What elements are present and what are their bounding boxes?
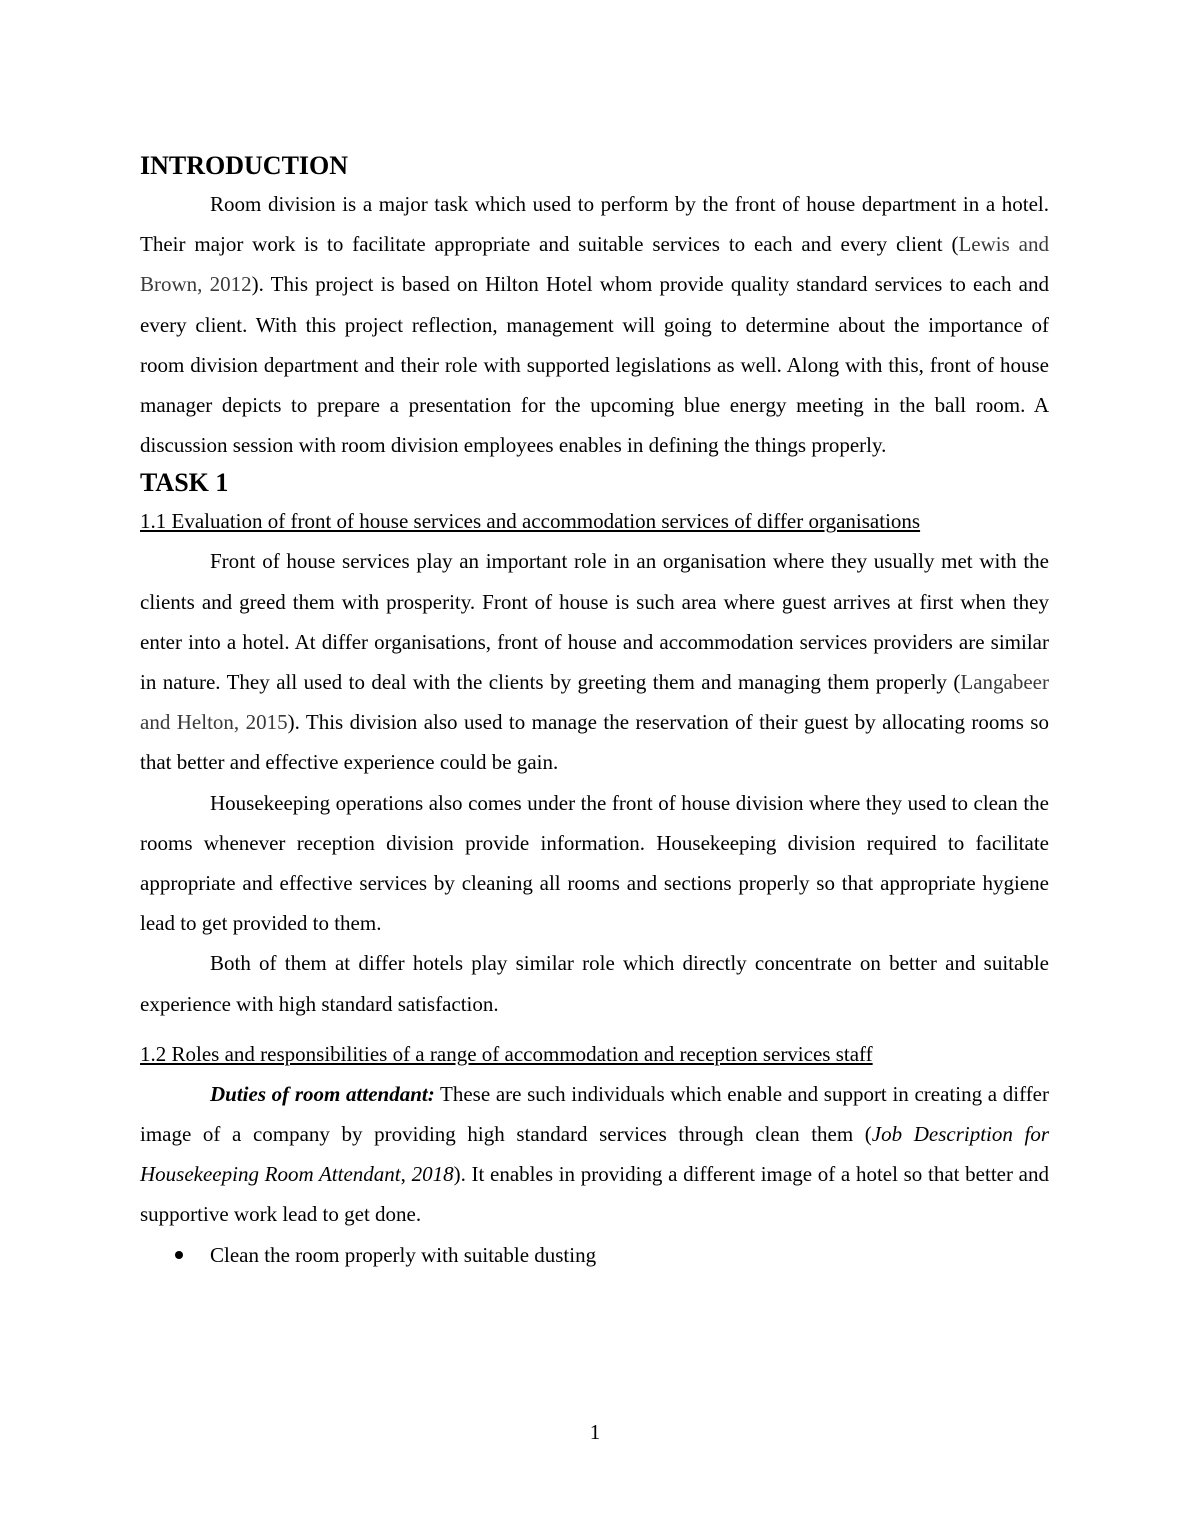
intro-text-a: Room division is a major task which used to perform by the front of house department in a hotel. Their major work is to facilitate appropriate and suitable services to each and every client ( [140,192,1049,257]
bullet-icon [175,1251,183,1259]
citation-job-description-title: Job Description for Housekeeping Room Attendant [140,1122,1049,1187]
introduction-paragraph [140,184,1049,465]
citation-lewis-brown: Lewis and Brown, 2012 [140,232,1049,297]
intro-text-b: ). This project is based on Hilton Hotel whom provide quality standard services to each and every client. With this project reflection, management will going to determine about the importance of room division department and their role with supported legislations as well. Along with this, front of house manager depicts to prepare a presentation for the upcoming blue energy meeting in the ball room. A discussion session with room division employees enables in defining the things properly. [140,272,1049,458]
foh-text-b: ). This division also used to manage the reservation of their guest by allocating rooms so that better and effective experience could be gain. [140,710,1049,775]
task1-heading: TASK 1 [140,468,229,498]
room-attendant-paragraph [140,1074,1049,1235]
document-page [140,148,1049,1275]
citation-separator: , [400,1162,412,1187]
attendant-text-b: ). It enables in providing a different image of a hotel so that better and supportive work lead to get done. [140,1162,1050,1227]
citation-langabeer-helton: Langabeer and Helton, 2015 [140,670,1049,735]
citation-job-description-year: 2018 [411,1162,454,1187]
attendant-text-a: These are such individuals which enable and support in creating a differ image of a company by providing high standard services through clean them ( [140,1081,1050,1147]
foh-text-a: Front of house services play an important role in an organisation where they usually met with the clients and greed them with prosperity. Front of house is such area where guest arrives at first when they enter into a hotel. At differ organisations, front of house and accommodation services providers are similar in nature. They all used to deal with the clients by greeting them and managing them properly ( [140,549,1049,695]
page-number: 1 [589,1420,601,1444]
subheading-1-1: 1.1 Evaluation of front of house services and accommodation services of differ organisations [140,509,921,534]
housekeeping-paragraph: Housekeeping operations also comes under the front of house division where they used to clean the rooms whenever reception division provide information. Housekeeping division required to facilitate appropriate and effective services by cleaning all rooms and sections properly so that appropriate hygiene lead to get provided to them. [140,790,1049,936]
duties-bullet-list [140,1235,1049,1275]
introduction-heading: INTRODUCTION [140,151,349,180]
room-attendant-label: Duties of room attendant: [210,1081,435,1106]
bullet-item-text: Clean the room properly with suitable dusting [210,1242,597,1267]
front-of-house-paragraph [140,541,1049,782]
bullet-item [140,1235,1049,1275]
subheading-1-2: 1.2 Roles and responsibilities of a range of accommodation and reception services staff [140,1041,873,1066]
both-hotels-paragraph: Both of them at differ hotels play similar role which directly concentrate on better and suitable experience with high standard satisfaction. [140,951,1049,1016]
